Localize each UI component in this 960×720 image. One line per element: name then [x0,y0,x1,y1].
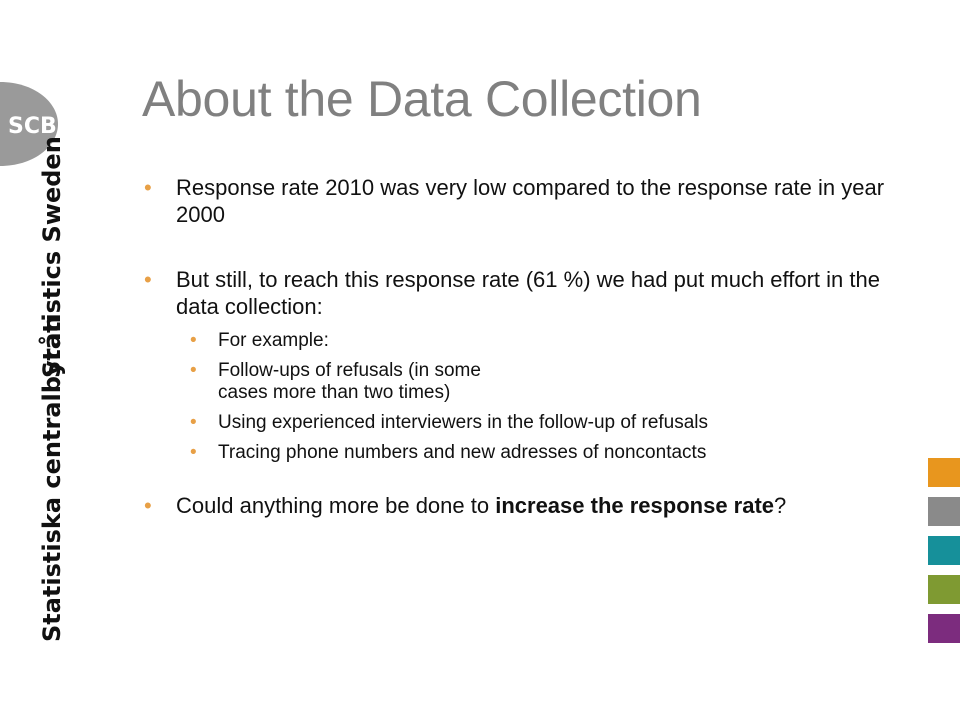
sub-bullet-dot: • [190,412,197,433]
color-square-orange [928,458,960,487]
bullet-text: But still, to reach this response rate (61 %) we had put much effort in the data collection: [176,267,880,319]
bullet-dot: • [144,267,152,292]
question-emphasis: increase the response rate [495,493,775,518]
color-square-purple [928,614,960,643]
sub-bullet-example [140,330,900,352]
sub-bullet-follow-ups [140,360,900,404]
sub-bullet-dot: • [190,360,197,381]
logo-text: SCB [8,114,57,139]
sub-bullet-text: Using experienced interviewers in the follow-up of refusals [218,412,709,433]
color-squares [928,458,960,653]
org-name-english: Statistics Sweden [38,136,66,378]
sub-bullet-text: Follow-ups of refusals (in some cases more than two times) [218,360,481,403]
sub-bullet-tracing [140,442,900,464]
sub-bullet-dot: • [190,442,197,463]
slide-content [140,170,900,519]
color-square-teal [928,536,960,565]
sub-bullet-interviewers [140,412,900,434]
question-suffix: ? [774,493,787,518]
bullet-effort [140,266,900,320]
bullet-text: Response rate 2010 was very low compared to the response rate in year 2000 [176,175,885,227]
bullet-dot: • [144,175,152,200]
org-name-swedish: Statistiska centralbyrån [38,315,66,642]
sub-bullet-dot: • [190,330,197,351]
sub-bullet-text: Tracing phone numbers and new adresses of noncontacts [218,442,707,463]
bullet-question [140,492,900,519]
question-prefix: Could anything more be done to [176,493,496,518]
color-square-green [928,575,960,604]
sub-bullet-text: For example: [218,330,329,351]
bullet-dot: • [144,493,152,518]
color-square-gray [928,497,960,526]
bullet-response-rate [140,174,900,228]
slide-title: About the Data Collection [142,71,702,127]
